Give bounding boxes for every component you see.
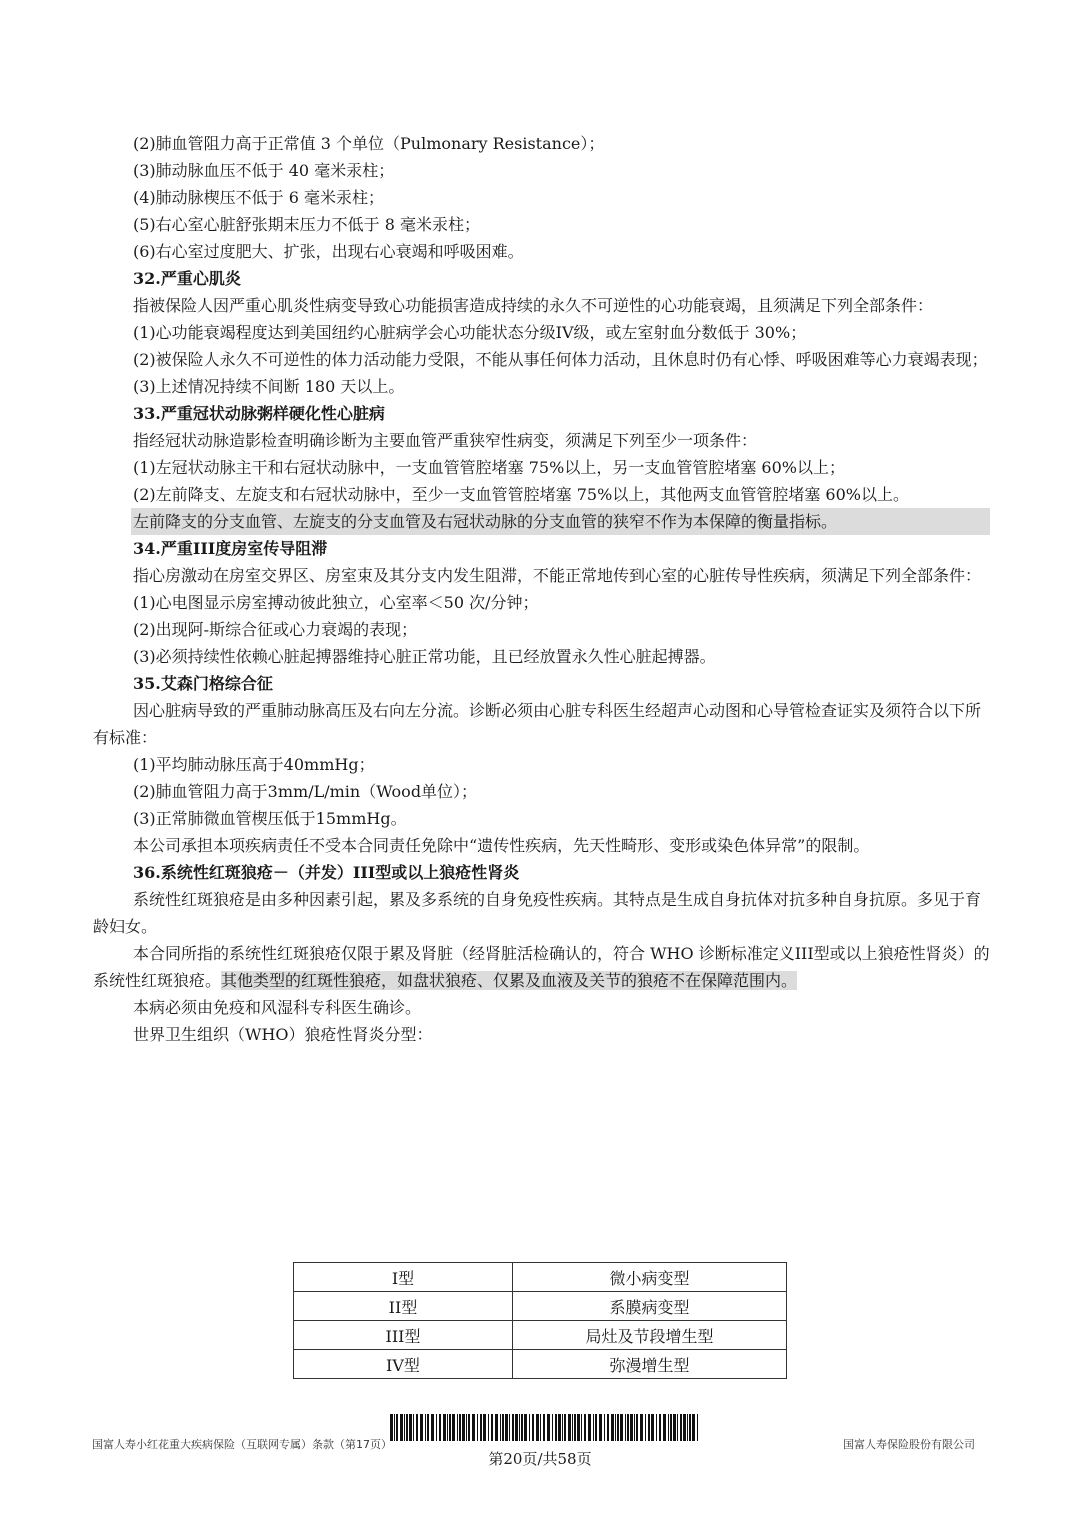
table-cell-type: II型 <box>294 1292 513 1321</box>
barcode-bar <box>564 1414 566 1441</box>
barcode-bar <box>491 1414 493 1441</box>
highlighted-exclusion: 左前降支的分支血管、左旋支的分支血管及右冠状动脉的分支血管的狭窄不作为本保障的衡量指标。 <box>131 508 990 535</box>
section-note: 本公司承担本项疾病责任不受本合同责任免除中“遗传性疾病，先天性畸形、变形或染色体异常”的限制。 <box>133 836 870 855</box>
barcode-bar <box>409 1414 412 1441</box>
barcode-bar <box>439 1414 441 1441</box>
barcode-bar <box>466 1414 467 1441</box>
table-cell-desc: 系膜病变型 <box>513 1292 787 1321</box>
barcode-bar <box>663 1414 666 1441</box>
table-row <box>294 1292 787 1321</box>
criterion-line: (6)右心室过度肥大、扩张，出现右心衰竭和呼吸困难。 <box>133 242 524 261</box>
page-content <box>93 130 990 1048</box>
barcode-bar <box>673 1414 676 1441</box>
who-classification-table <box>293 1262 787 1379</box>
table-row <box>294 1321 787 1350</box>
section-title-36: 36.系统性红斑狼疮－（并发）III型或以上狼疮性肾炎 <box>133 863 520 882</box>
barcode-bar <box>459 1414 461 1441</box>
barcode-bar <box>529 1414 530 1441</box>
barcode-bar <box>604 1414 605 1441</box>
barcode-bar <box>607 1414 609 1441</box>
criterion-line: (1)左冠状动脉主干和右冠状动脉中，一支血管管腔堵塞 75%以上，另一支血管管腔堵塞 60%以上； <box>133 458 845 477</box>
criterion-line: (3)必须持续性依赖心脏起搏器维持心脏正常功能，且已经放置永久性心脏起搏器。 <box>133 647 716 666</box>
barcode-bar <box>425 1414 426 1441</box>
barcode-bar <box>447 1414 448 1441</box>
criterion-line: (2)出现阿-斯综合征或心力衰竭的表现； <box>133 620 418 639</box>
barcode-bar <box>480 1414 482 1441</box>
criterion-line: (1)心功能衰竭程度达到美国纽约心脏病学会心功能状态分级IV级，或左室射血分数低于 30%； <box>133 323 807 342</box>
barcode-bar <box>536 1414 539 1441</box>
criterion-line: (2)被保险人永久不可逆性的体力活动能力受限，不能从事任何体力活动，且休息时仍有心悸、呼吸困难等心力衰竭表现； <box>133 350 988 369</box>
highlighted-exclusion: 其他类型的红斑性狼疮，如盘状狼疮、仅累及血液及关节的狼疮不在保障范围内。 <box>221 971 798 990</box>
criterion-line: (1)心电图显示房室搏动彼此独立，心室率＜50 次/分钟； <box>133 593 539 612</box>
barcode-bar <box>670 1414 672 1441</box>
barcode-bar <box>584 1414 586 1441</box>
barcode-bar <box>648 1414 650 1441</box>
barcode-bar <box>477 1414 478 1441</box>
barcode-bar <box>519 1414 520 1441</box>
barcode-bar <box>483 1414 486 1441</box>
barcode-bar <box>634 1414 635 1441</box>
barcode-bar <box>495 1414 498 1441</box>
section-intro: 指心房激动在房室交界区、房室束及其分支内发生阻滞，不能正常地传到心室的心脏传导性疾病，须满足下列全部条件： <box>133 566 982 585</box>
criterion-line: (2)肺血管阻力高于3mm/L/min（Wood单位）； <box>133 782 478 801</box>
barcode-bar <box>532 1414 534 1441</box>
criterion-line: (4)肺动脉楔压不低于 6 毫米汞柱； <box>133 188 385 207</box>
criterion-line: (1)平均肺动脉压高于40mmHg； <box>133 755 375 774</box>
barcode-bar <box>457 1414 458 1441</box>
barcode-bar <box>599 1414 602 1441</box>
barcode-bar <box>462 1414 465 1441</box>
page-number: 第20页/共58页 <box>488 1450 592 1468</box>
barcode-bar <box>615 1414 616 1441</box>
barcode-bar <box>588 1414 591 1441</box>
barcode-bar <box>645 1414 646 1441</box>
barcode-bar <box>677 1414 678 1441</box>
barcode-bar <box>627 1414 629 1441</box>
barcode-bar <box>394 1414 395 1441</box>
barcode-bar <box>697 1414 698 1441</box>
criterion-line: (2)左前降支、左旋支和右冠状动脉中，至少一支血管管腔堵塞 75%以上，其他两支血管管腔堵塞 60%以上。 <box>133 485 909 504</box>
barcode-bar <box>427 1414 429 1441</box>
barcode-bar <box>502 1414 504 1441</box>
table-cell-desc: 微小病变型 <box>513 1263 787 1292</box>
barcode-bar <box>651 1414 654 1441</box>
barcode-bar <box>543 1414 545 1441</box>
barcode-bar <box>640 1414 643 1441</box>
barcode-bar <box>413 1414 414 1441</box>
criterion-line: (3)正常肺微血管楔压低于15mmHg。 <box>133 809 407 828</box>
section-title-32: 32.严重心肌炎 <box>133 269 241 288</box>
barcode-bar <box>404 1414 405 1441</box>
barcode-bar <box>625 1414 626 1441</box>
barcode-bar <box>416 1414 418 1441</box>
barcode-bar <box>488 1414 489 1441</box>
barcode-bar <box>656 1414 657 1441</box>
section-title-35: 35.艾森门格综合征 <box>133 674 273 693</box>
barcode-bar <box>472 1414 475 1441</box>
criterion-line: (2)肺血管阻力高于正常值 3 个单位（Pulmonary Resistance）； <box>133 134 605 153</box>
table-row <box>294 1350 787 1379</box>
barcode-bar <box>617 1414 619 1441</box>
barcode-bar <box>668 1414 669 1441</box>
footer-policy-name: 国富人寿小红花重大疾病保险（互联网专属）条款（第17页） <box>92 1438 392 1451</box>
barcode-bar <box>555 1414 557 1441</box>
barcode-bar <box>431 1414 434 1441</box>
barcode-bar <box>593 1414 594 1441</box>
barcode-bar <box>512 1414 514 1441</box>
barcode-bar <box>505 1414 508 1441</box>
barcode-bar <box>562 1414 563 1441</box>
criterion-line: (5)右心室心脏舒张期末压力不低于 8 毫米汞柱； <box>133 215 481 234</box>
barcode-bar <box>630 1414 633 1441</box>
barcode-bar <box>509 1414 510 1441</box>
barcode-bar <box>558 1414 561 1441</box>
section-title-33: 33.严重冠状动脉粥样硬化性心脏病 <box>133 404 385 423</box>
table-cell-type: III型 <box>294 1321 513 1350</box>
barcode-bar <box>547 1414 550 1441</box>
barcode-bar <box>620 1414 623 1441</box>
section-intro: 系统性红斑狼疮是由多种因素引起，累及多系统的自身免疫性疾病。其特点是生成自身抗体对抗多种自身抗原。多见于育龄妇女。 <box>93 890 982 936</box>
barcode-bar <box>687 1414 688 1441</box>
table-row <box>294 1263 787 1292</box>
scope-text: 本合同所指的系统性红斑狼疮仅限于累及肾脏（经肾脏活检确认的，符合 WHO 诊断标准定义III型或以上狼疮性肾炎）的系统性红斑狼疮。 <box>93 944 990 990</box>
barcode-bar <box>568 1414 571 1441</box>
barcode-bar <box>406 1414 408 1441</box>
footer-company-name: 国富人寿保险股份有限公司 <box>843 1438 975 1451</box>
barcode-bar <box>574 1414 576 1441</box>
barcode-bar <box>692 1414 695 1441</box>
section-intro: 因心脏病导致的严重肺动脉高压及右向左分流。诊断必须由心脏专科医生经超声心动图和心导管检查证实及须符合以下所有标准： <box>93 701 982 747</box>
table-cell-type: IV型 <box>294 1350 513 1379</box>
barcode-bar <box>521 1414 523 1441</box>
barcode-bar <box>468 1414 470 1441</box>
barcode-bar <box>577 1414 580 1441</box>
table-cell-type: I型 <box>294 1263 513 1292</box>
section-intro: 指被保险人因严重心肌炎性病变导致心功能损害造成持续的永久不可逆性的心功能衰竭，且须满足下列全部条件： <box>133 296 934 315</box>
barcode-bar <box>659 1414 661 1441</box>
table-caption: 世界卫生组织（WHO）狼疮性肾炎分型： <box>133 1025 433 1044</box>
barcode-bar <box>611 1414 614 1441</box>
barcode-bar <box>680 1414 682 1441</box>
barcode-bar <box>449 1414 451 1441</box>
barcode-bar <box>689 1414 691 1441</box>
barcode-bar <box>396 1414 398 1441</box>
barcode <box>390 1414 700 1441</box>
barcode-bar <box>515 1414 518 1441</box>
table-cell-desc: 局灶及节段增生型 <box>513 1321 787 1350</box>
barcode-bar <box>500 1414 501 1441</box>
section-scope-paragraph <box>93 940 990 994</box>
barcode-bar <box>552 1414 553 1441</box>
criterion-line: (3)肺动脉血压不低于 40 毫米汞柱； <box>133 161 395 180</box>
barcode-bar <box>636 1414 638 1441</box>
barcode-bar <box>400 1414 403 1441</box>
barcode-bar <box>572 1414 573 1441</box>
barcode-bar <box>420 1414 423 1441</box>
barcode-bar <box>443 1414 446 1441</box>
barcode-bar <box>452 1414 455 1441</box>
barcode-bar <box>524 1414 527 1441</box>
section-confirmation: 本病必须由免疫和风湿科专科医生确诊。 <box>133 998 422 1017</box>
table-cell-desc: 弥漫增生型 <box>513 1350 787 1379</box>
section-intro: 指经冠状动脉造影检查明确诊断为主要血管严重狭窄性病变，须满足下列至少一项条件： <box>133 431 758 450</box>
barcode-bar <box>595 1414 597 1441</box>
barcode-bar <box>540 1414 541 1441</box>
barcode-bar <box>436 1414 437 1441</box>
barcode-bar <box>683 1414 686 1441</box>
section-title-34: 34.严重III度房室传导阻滞 <box>133 539 328 558</box>
barcode-bar <box>581 1414 582 1441</box>
criterion-line: (3)上述情况持续不间断 180 天以上。 <box>133 377 405 396</box>
